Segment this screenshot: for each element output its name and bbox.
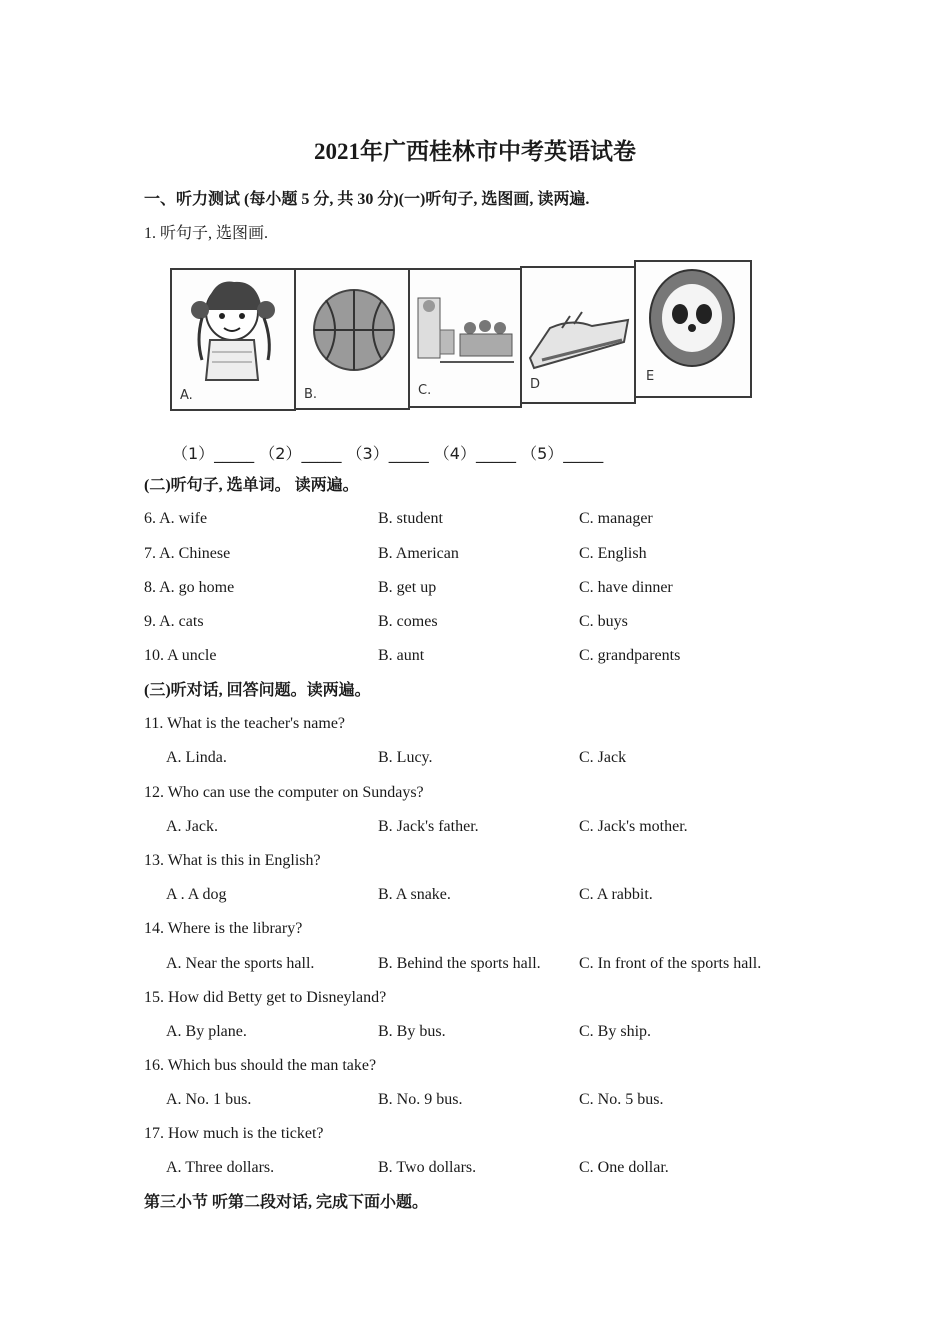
option-b: B. Two dollars. xyxy=(378,1159,477,1176)
option-b: B. get up xyxy=(378,579,437,596)
picture-strip xyxy=(170,258,756,414)
picture-label-e: E xyxy=(646,369,655,384)
question-text: 14. Where is the library? xyxy=(144,920,303,937)
question-text: 12. Who can use the computer on Sundays? xyxy=(144,784,424,801)
option-c: C. A rabbit. xyxy=(579,886,653,903)
option-a: A. Three dollars. xyxy=(166,1159,275,1176)
option-c: C. One dollar. xyxy=(579,1159,669,1176)
option-a: A. By plane. xyxy=(166,1023,247,1040)
option-c: C. No. 5 bus. xyxy=(579,1091,664,1108)
option-b: B. By bus. xyxy=(378,1023,446,1040)
option-c: C. In front of the sports hall. xyxy=(579,955,762,972)
option-a: 9. A. cats xyxy=(144,613,204,630)
question-text: 17. How much is the ticket? xyxy=(144,1125,324,1142)
option-b: B. comes xyxy=(378,613,438,630)
page-title: 2021年广西桂林市中考英语试卷 xyxy=(314,139,636,164)
picture-label-c: C. xyxy=(418,383,432,398)
option-c: C. Jack's mother. xyxy=(579,818,688,835)
option-c: C. buys xyxy=(579,613,628,630)
option-c: C. Jack xyxy=(579,749,627,766)
question-text: 15. How did Betty get to Disneyland? xyxy=(144,989,387,1006)
question-text: 16. Which bus should the man take? xyxy=(144,1057,377,1074)
option-c: C. grandparents xyxy=(579,647,681,664)
picture-b xyxy=(294,268,410,410)
section3-heading: (三)听对话, 回答问题。读两遍。 xyxy=(144,682,371,699)
option-b: B. American xyxy=(378,545,459,562)
option-c: C. English xyxy=(579,545,647,562)
option-a: 10. A uncle xyxy=(144,647,217,664)
option-b: B. aunt xyxy=(378,647,425,664)
option-a: 7. A. Chinese xyxy=(144,545,231,562)
question-1: 1. 听句子, 选图画. xyxy=(144,225,269,242)
picture-d xyxy=(520,266,636,404)
picture-label-a: A. xyxy=(180,388,193,403)
option-c: C. manager xyxy=(579,510,653,527)
option-b: B. Behind the sports hall. xyxy=(378,955,541,972)
picture-e xyxy=(634,260,752,398)
picture-c xyxy=(408,268,522,408)
section4-heading: 第三小节 听第二段对话, 完成下面小题。 xyxy=(144,1194,429,1211)
option-a: A . A dog xyxy=(166,886,227,903)
option-c: C. By ship. xyxy=(579,1023,652,1040)
option-b: B. Jack's father. xyxy=(378,818,479,835)
picture-label-d: D xyxy=(530,377,541,392)
option-b: B. Lucy. xyxy=(378,749,433,766)
option-b: B. A snake. xyxy=(378,886,451,903)
option-a: 8. A. go home xyxy=(144,579,235,596)
section1-heading: 一、听力测试 (每小题 5 分, 共 30 分)(一)听句子, 选图画, 读两遍. xyxy=(144,191,590,208)
option-c: C. have dinner xyxy=(579,579,673,596)
option-a: 6. A. wife xyxy=(144,510,208,527)
option-b: B. No. 9 bus. xyxy=(378,1091,463,1108)
question-text: 11. What is the teacher's name? xyxy=(144,715,346,732)
option-a: A. Linda. xyxy=(166,749,227,766)
answer-blanks: （1）_____ （2）_____ （3）_____ （4）_____ （5）_____ xyxy=(172,444,604,463)
option-a: A. Jack. xyxy=(166,818,218,835)
option-a: A. Near the sports hall. xyxy=(166,955,315,972)
option-b: B. student xyxy=(378,510,443,527)
option-a: A. No. 1 bus. xyxy=(166,1091,252,1108)
question-text: 13. What is this in English? xyxy=(144,852,321,869)
picture-a xyxy=(170,268,296,411)
picture-label-b: B. xyxy=(304,387,318,402)
section2-heading: (二)听句子, 选单词。 读两遍。 xyxy=(144,477,359,494)
